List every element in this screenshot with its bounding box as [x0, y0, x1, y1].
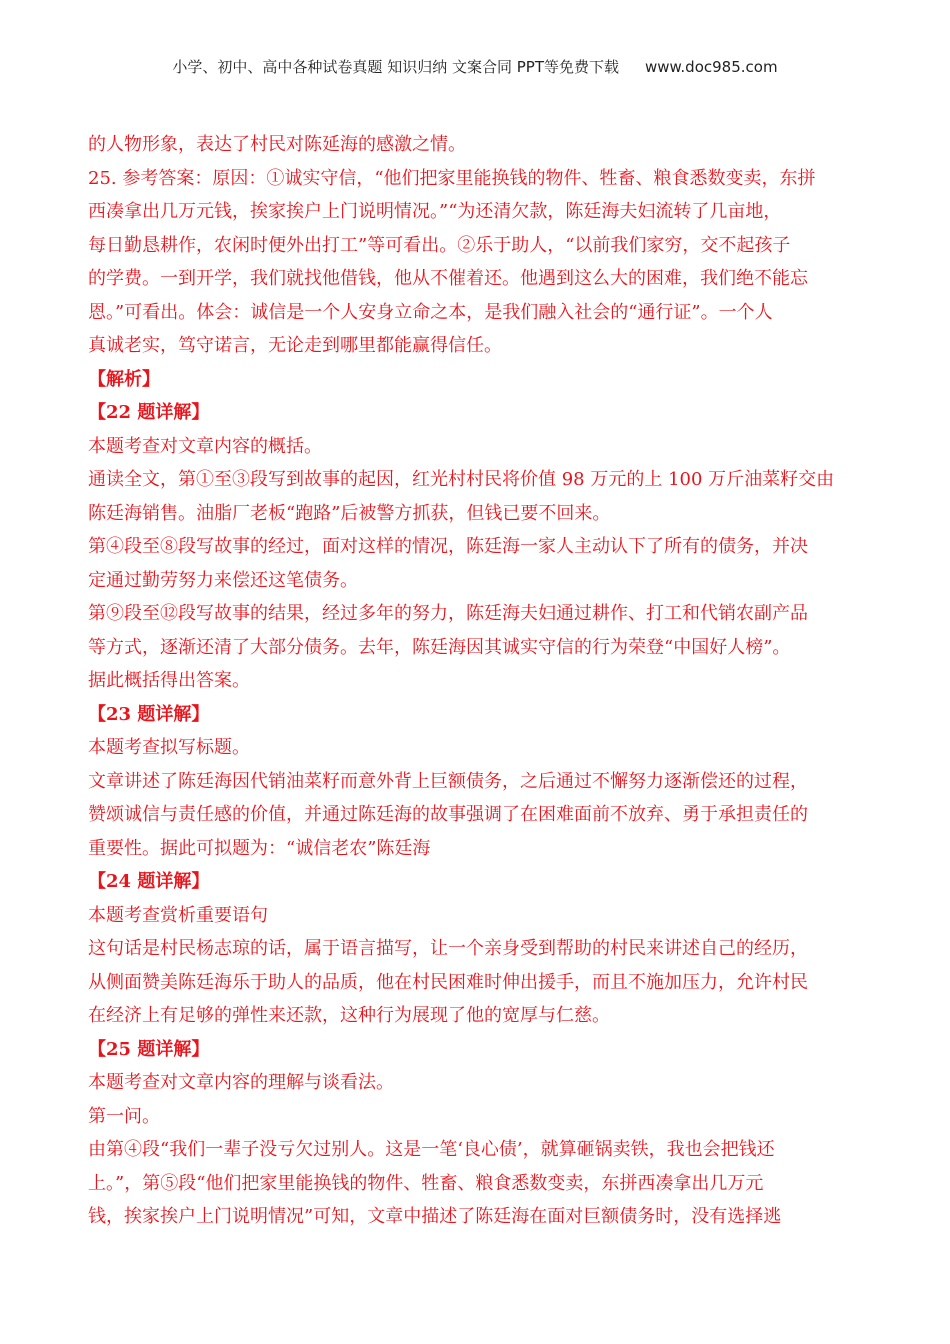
section-heading: 【22 题详解】	[88, 402, 210, 423]
text-line: 第④段至⑧段写故事的经过，面对这样的情况，陈廷海一家人主动认下了所有的债务，并决	[88, 536, 808, 557]
text-line: 第一问。	[88, 1105, 160, 1127]
text-line: 赞颂诚信与责任感的价值，并通过陈廷海的故事强调了在困难面前不放弃、勇于承担责任的	[88, 804, 808, 825]
text-line: 文章讲述了陈廷海因代销油菜籽而意外背上巨额债务，之后通过不懈努力逐渐偿还的过程，	[88, 770, 808, 792]
text-line: 通读全文，第①至③段写到故事的起因，红光村村民将价值 98 万元的上 100 万斤油菜籽交由	[88, 469, 835, 490]
header-url: www.doc985.com	[644, 58, 778, 76]
text-line: 本题考查拟写标题。	[88, 737, 250, 758]
text-line: 本题考查赏析重要语句	[88, 904, 268, 926]
section-heading: 【24 题详解】	[88, 871, 210, 892]
text-line: 从侧面赞美陈廷海乐于助人的品质，他在村民困难时伸出援手，而且不施加压力，允许村民	[88, 971, 808, 993]
header-text: 小学、初中、高中各种试卷真题 知识归纳 文案合同 PPT等免费下载	[172, 58, 619, 76]
text-line: 第⑨段至⑫段写故事的结果，经过多年的努力，陈廷海夫妇通过耕作、打工和代销农副产品	[88, 603, 808, 624]
text-line: 每日勤恳耕作，农闲时便外出打工”等可看出。②乐于助人，“以前我们家穷，交不起孩子	[88, 234, 791, 256]
text-line: 等方式，逐渐还清了大部分债务。去年，陈廷海因其诚实守信的行为荣登“中国好人榜”。	[88, 636, 791, 658]
text-line: 真诚老实，笃守诺言，无论走到哪里都能赢得信任。	[88, 335, 502, 356]
text-line: 这句话是村民杨志琼的话，属于语言描写，让一个亲身受到帮助的村民来讲述自己的经历，	[88, 938, 808, 959]
text-line: 恩。”可看出。体会：诚信是一个人安身立命之本，是我们融入社会的“通行证”。一个人	[88, 301, 773, 323]
answer-content	[88, 128, 868, 1234]
page-header	[0, 56, 950, 77]
text-line: 25. 参考答案：原因：①诚实守信，“他们把家里能换钱的物件、牲畜、粮食悉数变卖，东拼	[88, 167, 816, 189]
text-line: 定通过勤劳努力来偿还这笔债务。	[88, 569, 358, 591]
section-heading: 【解析】	[88, 368, 160, 390]
text-line: 西凑拿出几万元钱，挨家挨户上门说明情况。”“为还清欠款，陈廷海夫妇流转了几亩地，	[88, 201, 782, 222]
text-line: 重要性。据此可拟题为：“诚信老农”陈廷海	[88, 837, 431, 859]
text-line: 本题考查对文章内容的概括。	[88, 435, 322, 457]
text-line: 的人物形象，表达了村民对陈延海的感激之情。	[88, 134, 466, 155]
section-heading: 【25 题详解】	[88, 1038, 210, 1060]
text-line: 在经济上有足够的弹性来还款，这种行为展现了他的宽厚与仁慈。	[88, 1005, 610, 1026]
text-line: 据此概括得出答案。	[88, 670, 250, 691]
text-line: 钱，挨家挨户上门说明情况”可知，文章中描述了陈廷海在面对巨额债务时，没有选择逃	[88, 1206, 782, 1227]
text-line: 由第④段“我们一辈子没亏欠过别人。这是一笔‘良心债’，就算砸锅卖铁，我也会把钱还	[88, 1139, 775, 1160]
text-line: 本题考查对文章内容的理解与谈看法。	[88, 1072, 394, 1093]
text-line: 上。”，第⑤段“他们把家里能换钱的物件、牲畜、粮食悉数变卖，东拼西凑拿出几万元	[88, 1172, 764, 1194]
text-line: 陈廷海销售。油脂厂老板“跑路”后被警方抓获，但钱已要不回来。	[88, 502, 611, 524]
text-line: 的学费。一到开学，我们就找他借钱，他从不催着还。他遇到这么大的困难，我们绝不能忘	[88, 268, 808, 289]
section-heading: 【23 题详解】	[88, 703, 210, 725]
